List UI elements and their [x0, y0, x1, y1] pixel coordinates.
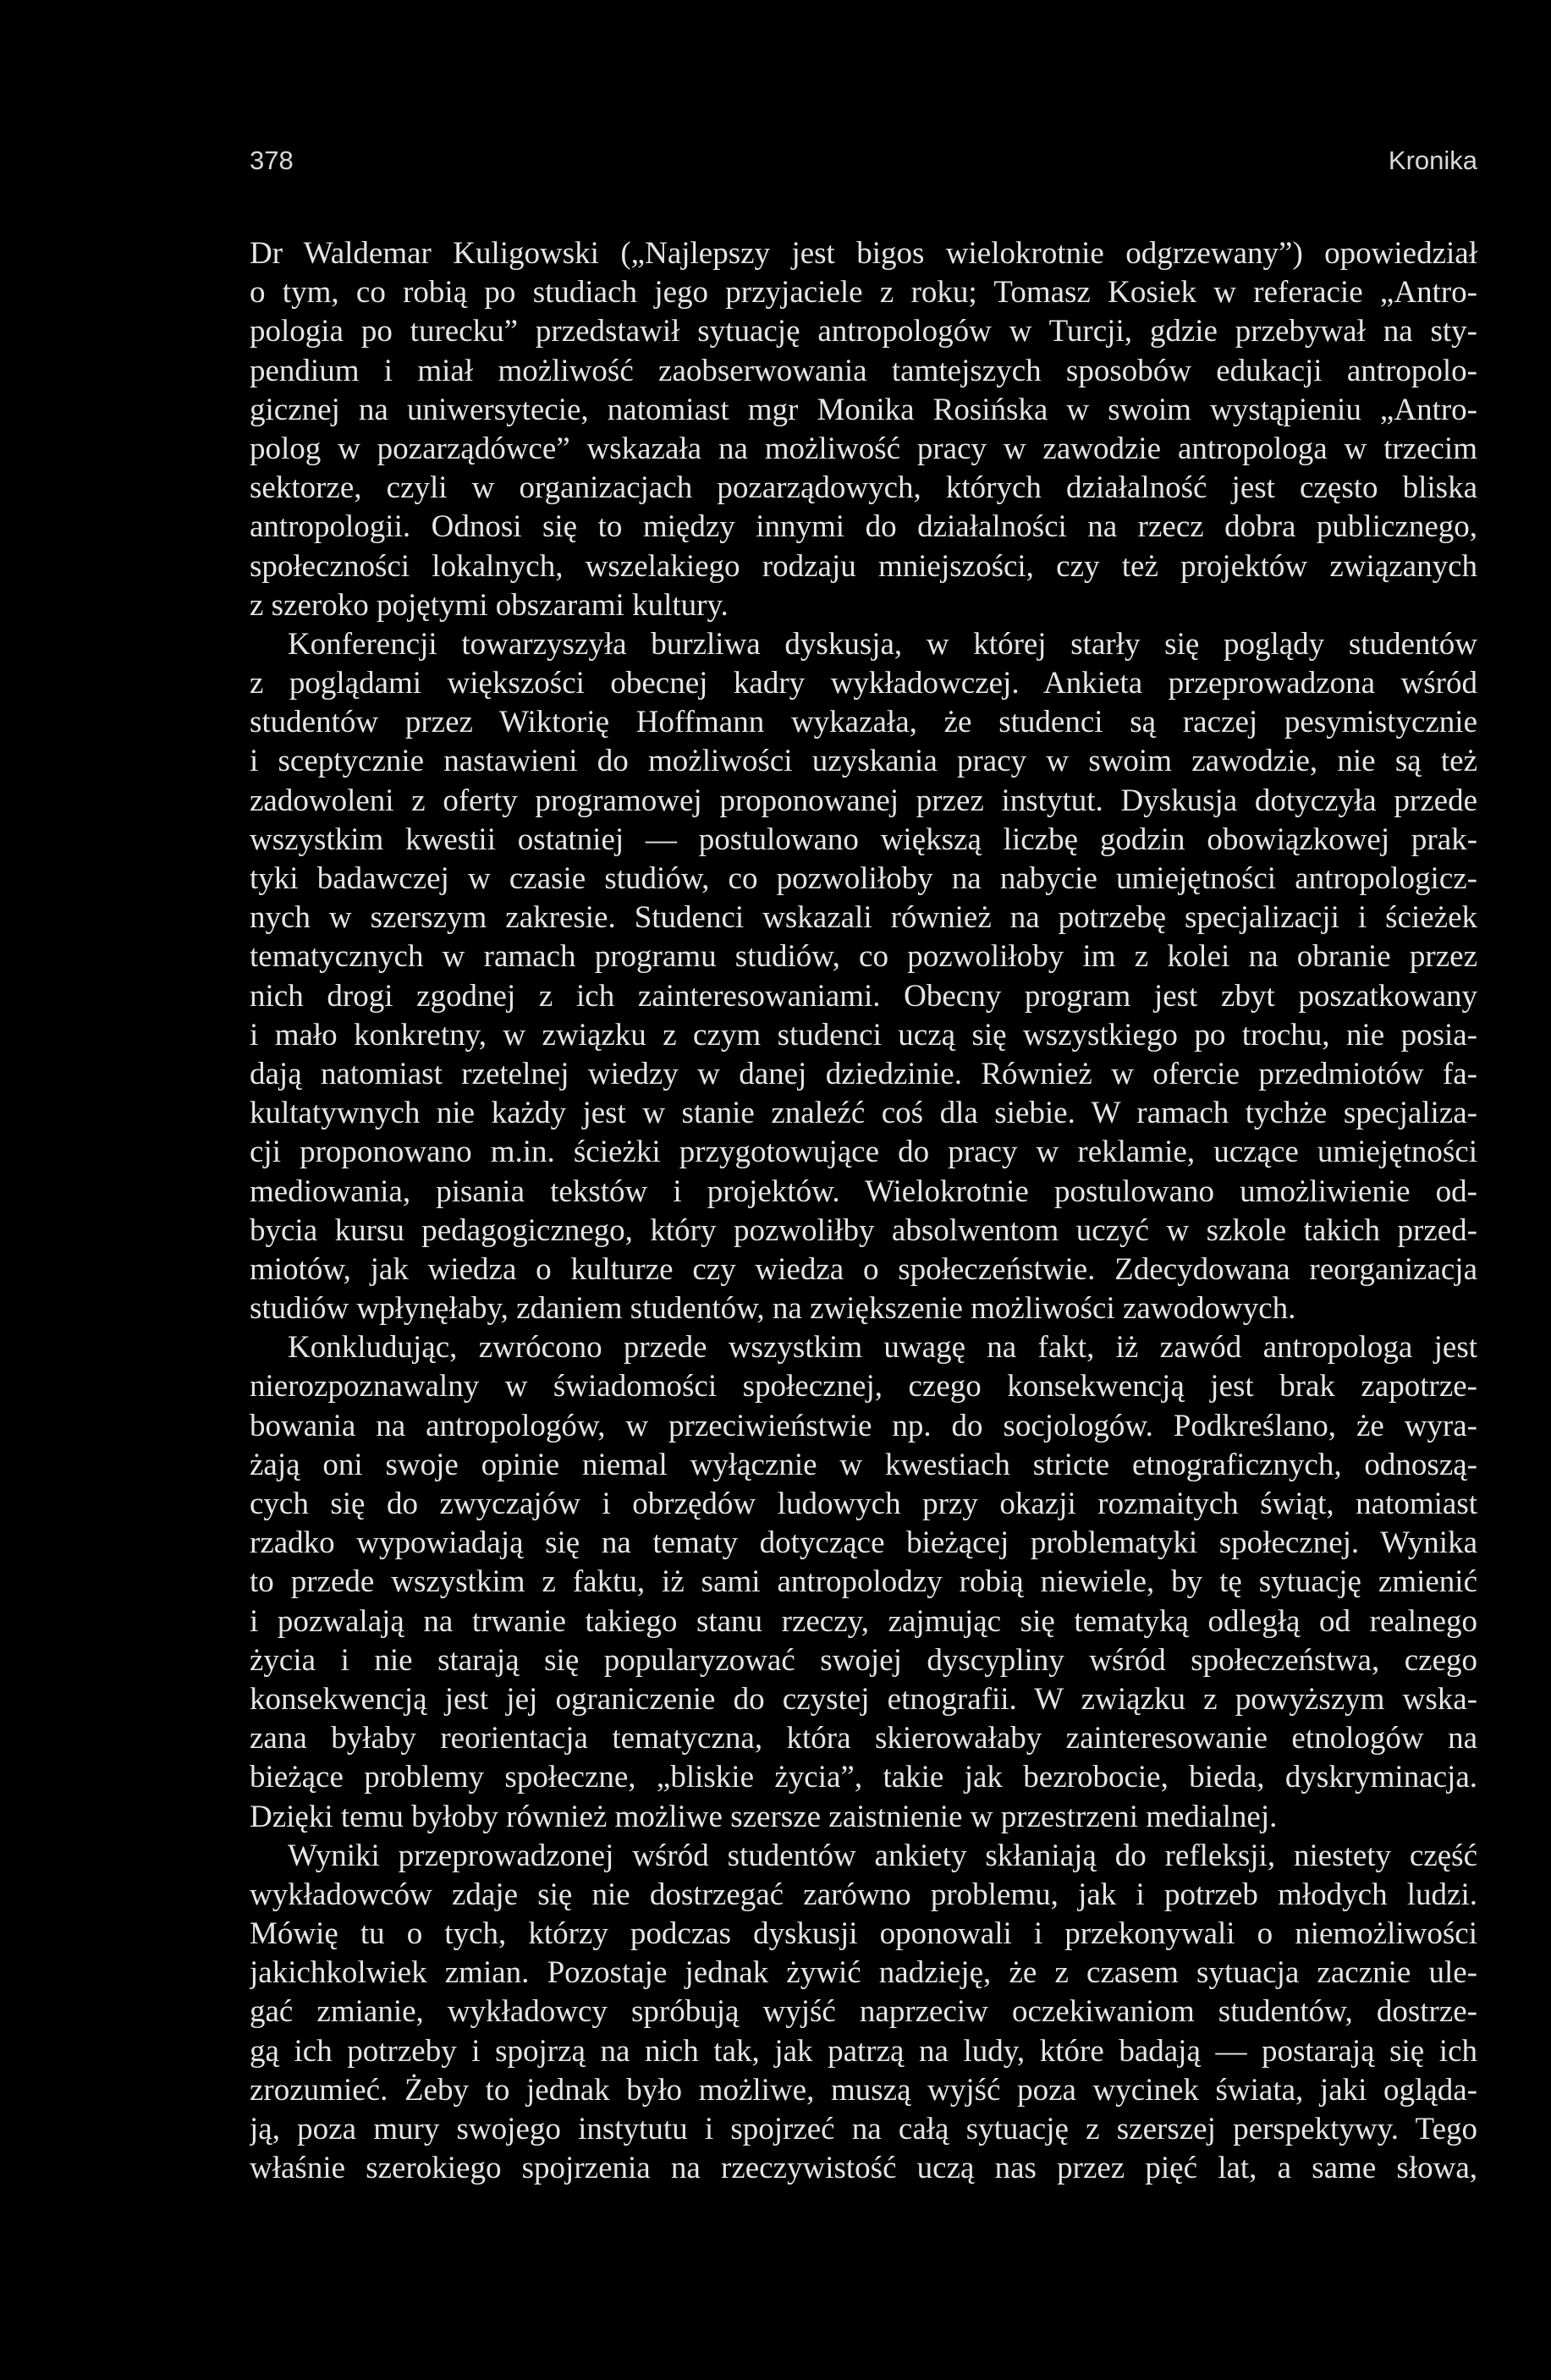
- text-line: antropologii. Odnosi się to między innymi do działalności na rzecz dobra publicznego,: [250, 509, 1477, 545]
- text-line: rzadko wypowiadają się na tematy dotyczące bieżącej problematyki społecznej. Wynika: [250, 1525, 1477, 1561]
- text-line: mediowania, pisania tekstów i projektów. Wielokrotnie postulowano umożliwienie od-: [250, 1174, 1477, 1209]
- text-line: nich drogi zgodnej z ich zainteresowaniami. Obecny program jest zbyt poszatkowany: [250, 978, 1477, 1014]
- body-text: [250, 234, 1477, 2188]
- running-head: Kronika: [1388, 146, 1477, 175]
- text-line: studentów przez Wiktorię Hoffmann wykazała, że studenci są raczej pesymistycznie: [250, 705, 1477, 740]
- text-line: społeczności lokalnych, wszelakiego rodzaju mniejszości, czy też projektów związanych: [250, 548, 1477, 584]
- text-line: gicznej na uniwersytecie, natomiast mgr Monika Rosińska w swoim wystąpieniu „Antro-: [250, 392, 1477, 427]
- text-line: jakichkolwiek zmian. Pozostaje jednak żywić nadzieję, że z czasem sytuacja zacznie ule-: [250, 1955, 1477, 1991]
- text-line: z poglądami większości obecnej kadry wykładowczej. Ankieta przeprowadzona wśród: [250, 666, 1477, 701]
- text-line: sektorze, czyli w organizacjach pozarządowych, których działalność jest często bliska: [250, 470, 1477, 506]
- text-line: pologia po turecku” przedstawił sytuację antropologów w Turcji, gdzie przebywał na sty-: [250, 314, 1477, 349]
- text-line: Mówię tu o tych, którzy podczas dyskusji oponowali i przekonywali o niemożliwości: [250, 1916, 1477, 1952]
- text-line: bieżące problemy społeczne, „bliskie życia”, takie jak bezrobocie, bieda, dyskryminacja.: [250, 1760, 1477, 1795]
- text-line: zrozumieć. Żeby to jednak było możliwe, muszą wyjść poza wycinek świata, jaki ogląda-: [250, 2072, 1477, 2108]
- text-line: Dr Waldemar Kuligowski („Najlepszy jest bigos wielokrotnie odgrzewany”) opowiedział: [250, 236, 1477, 271]
- text-line: cych się do zwyczajów i obrzędów ludowych przy okazji rozmaitych świąt, natomiast: [250, 1487, 1477, 1521]
- text-line: tematycznych w ramach programu studiów, co pozwoliłoby im z kolei na obranie przez: [250, 939, 1477, 975]
- text-line: Dzięki temu byłoby również możliwe szersze zaistnienie w przestrzeni medialnej.: [250, 1799, 1278, 1834]
- text-line: kultatywnych nie każdy jest w stanie znaleźć coś dla siebie. W ramach tychże specjaliza-: [250, 1096, 1477, 1131]
- paragraph: [250, 234, 1477, 625]
- text-line: i mało konkretny, w związku z czym studenci uczą się wszystkiego po trochu, nie posia-: [250, 1017, 1477, 1053]
- text-line: Wyniki przeprowadzonej wśród studentów ankiety skłaniają do refleksji, niestety część: [288, 1838, 1477, 1873]
- text-line: Konferencji towarzyszyła burzliwa dyskusja, w której starły się poglądy studentów: [288, 626, 1477, 662]
- text-line: bowania na antropologów, w przeciwieństwie np. do socjologów. Podkreślano, że wyra-: [250, 1408, 1477, 1443]
- text-line: i pozwalają na trwanie takiego stanu rzeczy, zajmując się tematyką odległą od realnego: [250, 1603, 1477, 1639]
- text-line: ją, poza mury swojego instytutu i spojrzeć na całą sytuację z szerszej perspektywy. Tego: [250, 2112, 1477, 2146]
- text-line: wszystkim kwestii ostatniej — postulowano większą liczbę godzin obowiązkowej prak-: [250, 822, 1477, 857]
- text-line: konsekwencją jest jej ograniczenie do czystej etnografii. W związku z powyższym wska-: [250, 1681, 1477, 1717]
- text-line: polog w pozarządówce” wskazała na możliwość pracy w zawodzie antropologa w trzecim: [250, 431, 1477, 466]
- text-line: Konkludując, zwrócono przede wszystkim uwagę na fakt, iż zawód antropologa jest: [288, 1330, 1477, 1366]
- text-line: nierozpoznawalny w świadomości społecznej, czego konsekwencją jest brak zapotrze-: [250, 1369, 1477, 1404]
- page-number: 378: [250, 146, 294, 175]
- text-line: gać zmianie, wykładowcy spróbują wyjść naprzeciw oczekiwaniom studentów, dostrze-: [250, 1994, 1477, 2030]
- text-line: zana byłaby reorientacja tematyczna, która skierowałaby zainteresowanie etnologów na: [250, 1721, 1477, 1756]
- text-line: właśnie szerokiego spojrzenia na rzeczywistość uczą nas przez pięć lat, a same słowa,: [250, 2151, 1477, 2186]
- text-line: bycia kursu pedagogicznego, który pozwoliłby absolwentom uczyć w szkole takich przed-: [250, 1212, 1477, 1248]
- text-line: dają natomiast rzetelnej wiedzy w danej dziedzinie. Również w ofercie przedmiotów fa-: [250, 1056, 1477, 1091]
- text-line: pendium i miał możliwość zaobserwowania tamtejszych sposobów edukacji antropolo-: [250, 353, 1477, 388]
- page-header: [250, 146, 1477, 188]
- text-line: nych w szerszym zakresie. Studenci wskazali również na potrzebę specjalizacji i ścieżek: [250, 900, 1477, 936]
- paragraph: [250, 1328, 1477, 1836]
- text-line: z szeroko pojętymi obszarami kultury.: [250, 587, 729, 623]
- text-line: miotów, jak wiedza o kulturze czy wiedza o społeczeństwie. Zdecydowana reorganizacja: [250, 1251, 1477, 1287]
- paragraph: [250, 625, 1477, 1328]
- text-line: gą ich potrzeby i spojrzą na nich tak, jak patrzą na ludy, które badają — postarają się ich: [250, 2033, 1477, 2069]
- text-line: wykładowców zdaje się nie dostrzegać zarówno problemu, jak i potrzeb młodych ludzi.: [250, 1877, 1477, 1912]
- text-line: życia i nie starają się popularyzować swojej dyscypliny wśród społeczeństwa, czego: [250, 1642, 1477, 1678]
- text-line: tyki badawczej w czasie studiów, co pozwoliłoby na nabycie umiejętności antropologicz-: [250, 861, 1477, 896]
- text-line: o tym, co robią po studiach jego przyjaciele z roku; Tomasz Kosiek w referacie „Antro-: [250, 275, 1477, 311]
- text-line: to przede wszystkim z faktu, iż sami antropolodzy robią niewiele, by tę sytuację zmienić: [250, 1564, 1477, 1600]
- text-line: studiów wpłynęłaby, zdaniem studentów, na zwiększenie możliwości zawodowych.: [250, 1291, 1296, 1327]
- text-line: cji proponowano m.in. ścieżki przygotowujące do pracy w reklamie, uczące umiejętności: [250, 1135, 1477, 1170]
- paragraph: [250, 1837, 1477, 2189]
- text-line: zadowoleni z oferty programowej proponowanej przez instytut. Dyskusja dotyczyła przede: [250, 783, 1477, 818]
- text-line: żają oni swoje opinie niemal wyłącznie w kwestiach stricte etnograficznych, odnoszą-: [250, 1447, 1477, 1482]
- text-line: i sceptycznie nastawieni do możliwości uzyskania pracy w swoim zawodzie, nie są też: [250, 744, 1477, 779]
